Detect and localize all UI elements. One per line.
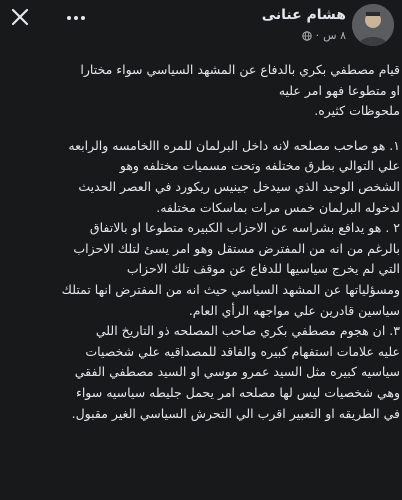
meta-separator: ·	[315, 29, 320, 42]
more-options-icon	[67, 16, 71, 20]
post-body	[6, 60, 400, 424]
post-line: الشخص الوحيد الذي سيدخل جينيس ريكورد في العصر الحديث	[78, 178, 400, 194]
post-header	[0, 0, 402, 58]
author-block	[262, 6, 346, 44]
post-line: في الطريقه او التعبير اقرب الي التحرش السياسي الغير مقبول.	[71, 405, 400, 421]
post-line: سياسيه كبيره مثل السيد عمرو موسي او السيد مصطفي الفقي	[74, 364, 400, 380]
more-options-dot	[74, 16, 78, 20]
avatar[interactable]	[352, 4, 394, 46]
post-time[interactable]: ٨ س	[323, 29, 346, 42]
post-line: ومسؤلياتها عن المشهد السياسي حيث انه من المفترض انها تمتلك	[61, 281, 400, 297]
post-line: او متطوعا فهو امر عليه	[278, 82, 400, 98]
post-line: ٢ . هو يدافع بشراسه عن الاحزاب الكبيره متطوعا او بالاتفاق	[89, 220, 400, 236]
post-line: بالرغم من انه من المفترض مستقل وهو امر يسئ لتلك الاحزاب	[73, 240, 400, 256]
more-options-button[interactable]	[62, 8, 90, 28]
globe-icon[interactable]	[302, 31, 312, 41]
post-line: ١. هو صاحب مصلحه لانه داخل البرلمان للمره االخامسه والرابعه	[68, 137, 400, 153]
post-line: قيام مصطفي بكري بالدفاع عن المشهد السياسي سواء مختارا	[80, 62, 400, 77]
paragraph-gap	[6, 122, 400, 136]
author-name[interactable]: هشام عنانى	[261, 7, 346, 23]
post-meta	[262, 28, 346, 44]
close-icon	[10, 7, 30, 27]
close-button[interactable]	[6, 3, 34, 31]
post-line: عليه علامات استفهام كبيره والفاقد للمصداقيه علي شخصيات	[85, 343, 400, 359]
post-line: لدخوله البرلمان خمس مرات بماسكات مختلفه.	[156, 199, 400, 215]
post-line: علي التوالي بطرق مختلفه وتحت مسميات مختلفه وهو	[119, 158, 400, 174]
more-options-dot	[81, 16, 85, 20]
post-line: ٣. ان هجوم مصطفي بكري صاحب المصلحه ذو التاريخ اللي	[95, 323, 400, 339]
post-line: وهي شخصيات ليس لها مصلحه امر يحمل جليطه سياسيه سواء	[75, 384, 400, 400]
avatar-image	[352, 4, 394, 46]
post-line: التي لم يخرج سياسيها للدفاع عن موقف تلك الاحزاب	[126, 261, 400, 277]
post-line: ملحوظات كثيره.	[314, 103, 400, 119]
bottom-fade	[0, 488, 402, 500]
post-line: سياسين قادرين علي مواجهه الرأي العام.	[188, 302, 400, 318]
